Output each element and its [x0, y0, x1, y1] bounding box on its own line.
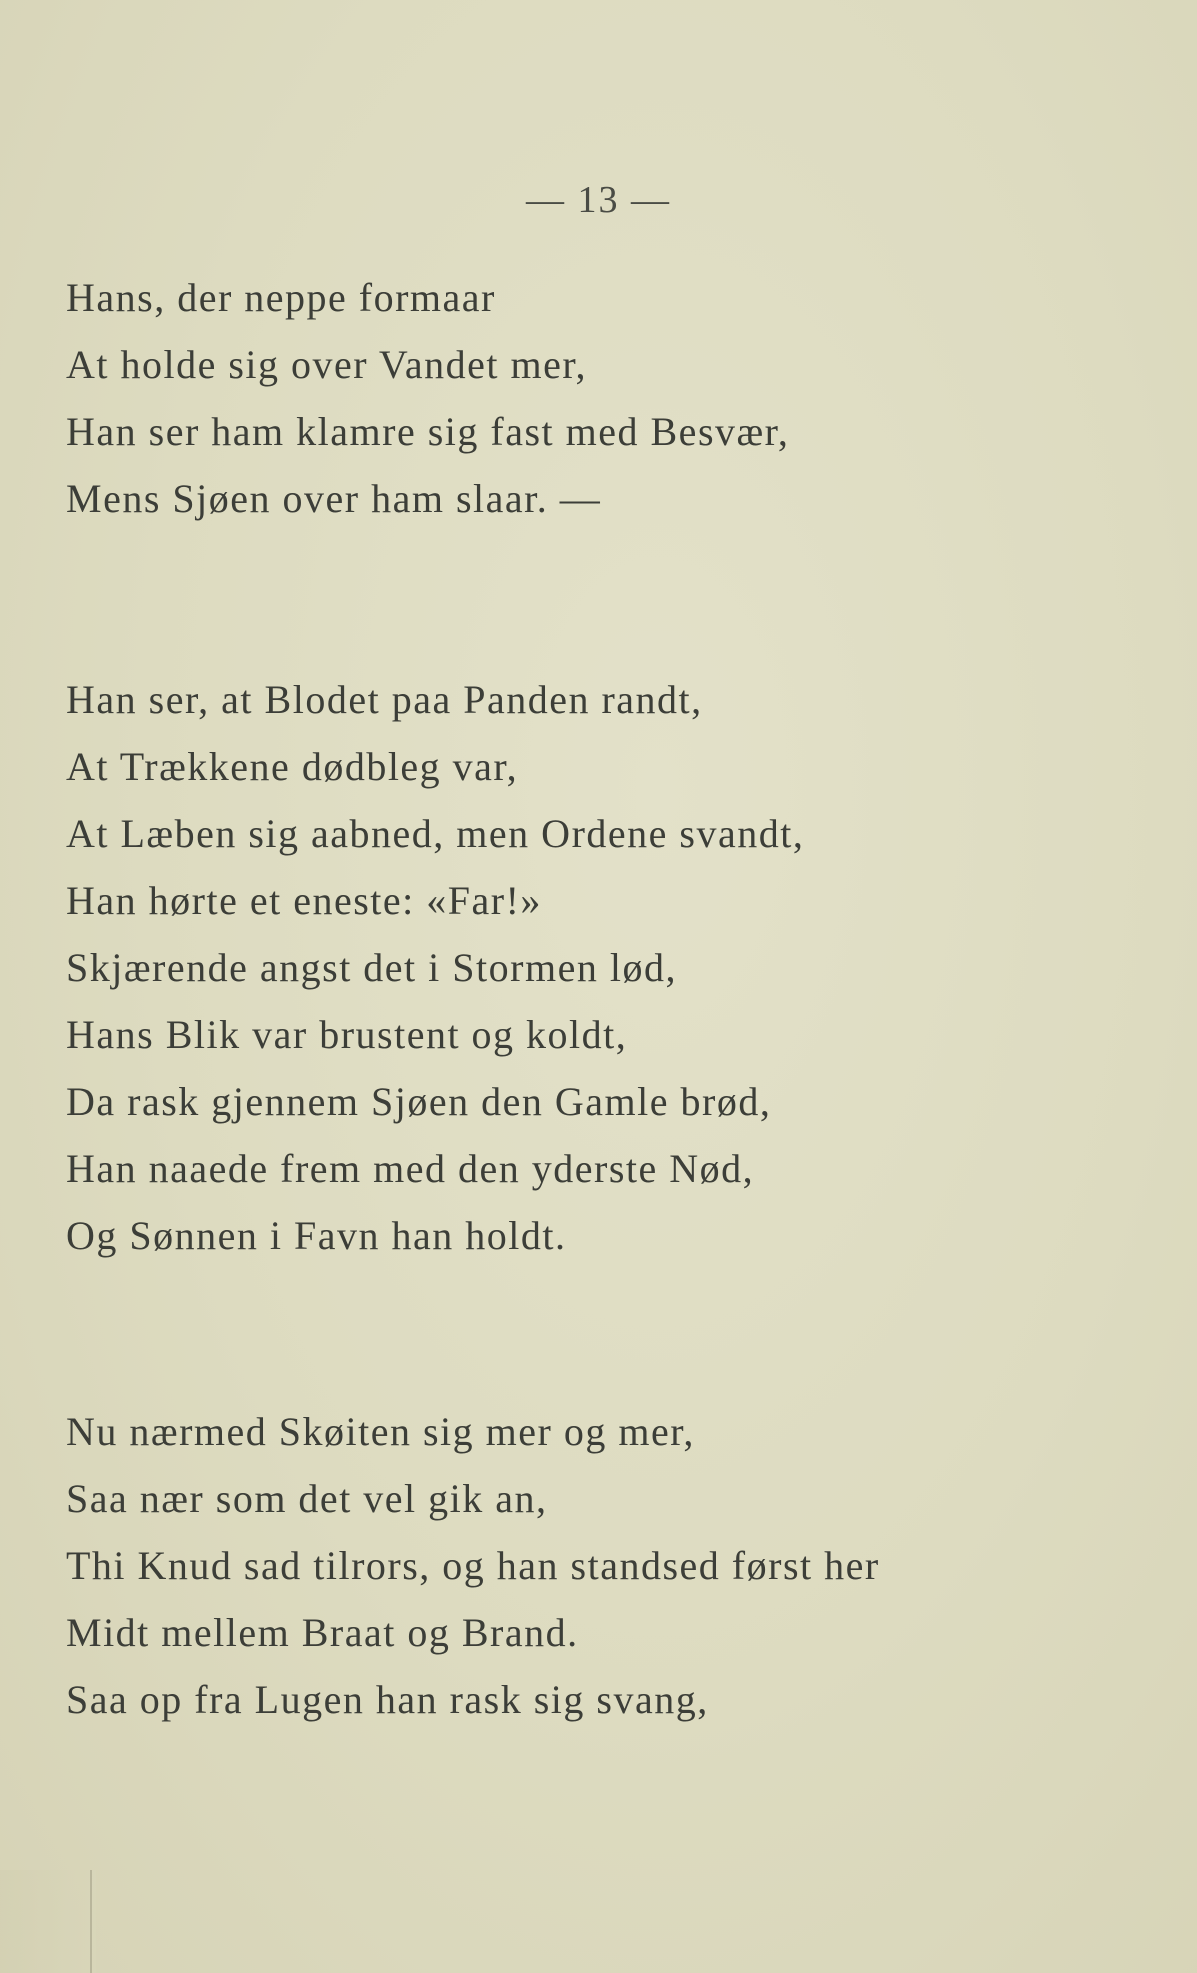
poem-line: Da rask gjennem Sjøen den Gamle brød,: [66, 1079, 772, 1124]
page-edge-shadow: [0, 1870, 96, 1973]
stanza-1: [66, 264, 1176, 532]
poem-line: Hans, der neppe formaar: [66, 275, 496, 320]
poem-line: Hans Blik var brustent og koldt,: [66, 1012, 628, 1057]
poem-line: Midt mellem Braat og Brand.: [66, 1610, 579, 1655]
poem-line: Han naaede frem med den yderste Nød,: [66, 1146, 755, 1191]
page-number: — 13 —: [526, 179, 671, 221]
poem-line: Nu nærmed Skøiten sig mer og mer,: [66, 1409, 695, 1454]
poem-line: Skjærende angst det i Stormen lød,: [66, 945, 677, 990]
poem-line: At holde sig over Vandet mer,: [66, 342, 588, 387]
poem-line: Mens Sjøen over ham slaar. —: [66, 476, 602, 521]
poem-line: Thi Knud sad tilrors, og han standsed først her: [66, 1543, 880, 1588]
poem-line: At Trækkene dødbleg var,: [66, 744, 519, 789]
poem-line: Han ser, at Blodet paa Panden randt,: [66, 677, 703, 722]
poem-line: Saa nær som det vel gik an,: [66, 1476, 548, 1521]
poem-line: Han hørte et eneste: «Far!»: [66, 878, 542, 923]
poem-line: Og Sønnen i Favn han holdt.: [66, 1213, 567, 1258]
stanza-3: [66, 1398, 1176, 1733]
poem-line: Han ser ham klamre sig fast med Besvær,: [66, 409, 790, 454]
stanza-2: [66, 666, 1176, 1269]
page-edge-mark: [90, 1870, 100, 1973]
poem-line: At Læben sig aabned, men Ordene svandt,: [66, 811, 805, 856]
poem-line: Saa op fra Lugen han rask sig svang,: [66, 1677, 709, 1722]
